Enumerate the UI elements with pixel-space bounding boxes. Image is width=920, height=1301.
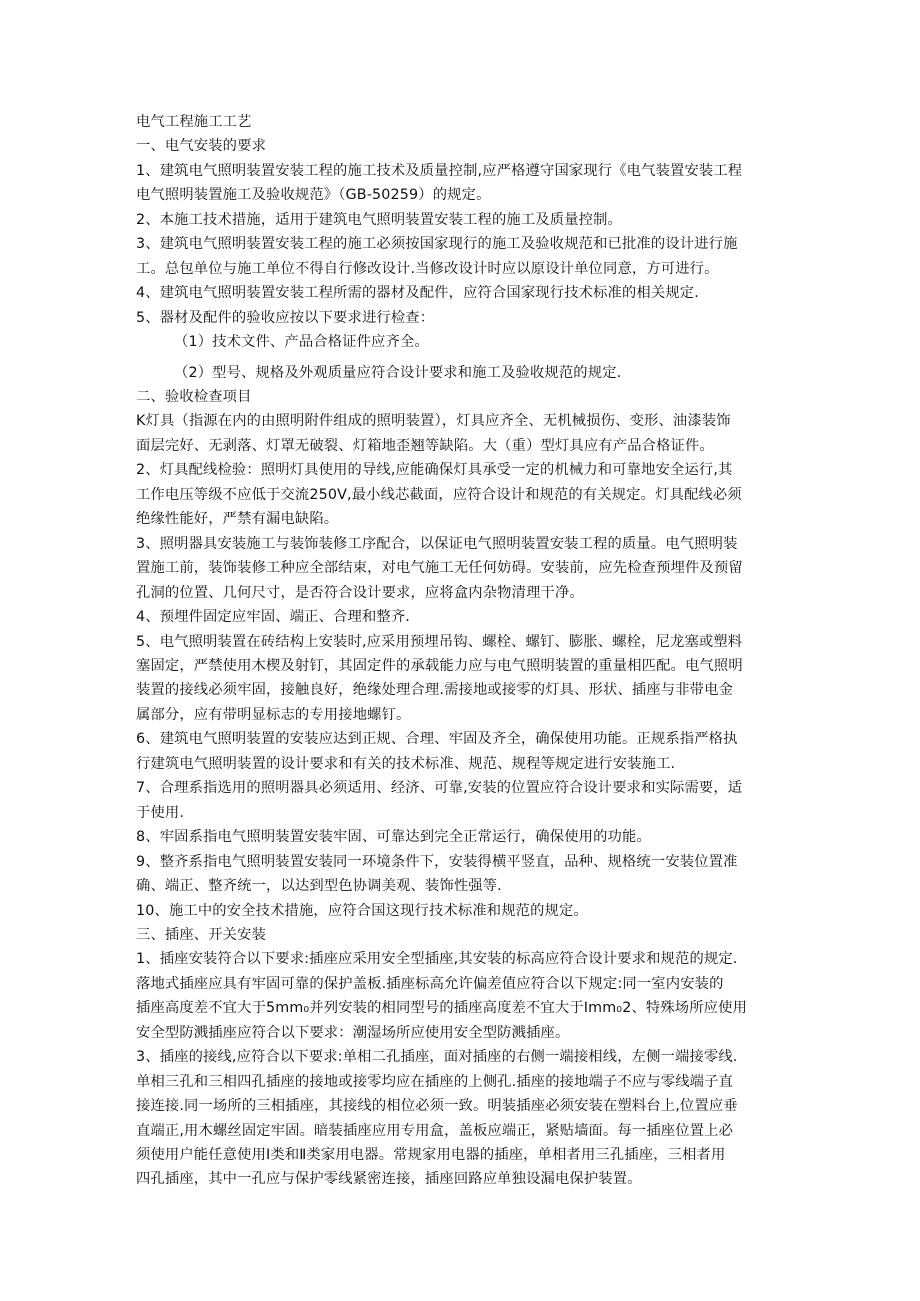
document-body [136,134,790,1191]
text-line: 塞固定，严禁使用木楔及射钉，其固定件的承载能力应与电气照明装置的重量相匹配。电气照明 [136,657,743,674]
text-line: 安全型防溅插座应符合以下要求：潮湿场所应使用安全型防溅插座。 [136,1024,570,1041]
document-page [136,110,790,1192]
text-line: 属部分，应有带明显标志的专用接地螺钉。 [136,706,411,723]
text-line: 4、建筑电气照明装置安装工程所需的器材及配件，应符合国家现行技术标准的相关规定. [136,285,699,302]
text-line: 落地式插座应具有牢固可靠的保护盖板.插座标高允许偏差值应符合以下规定:同一室内安装的 [136,975,724,992]
text-line: 须使用户能任意使用Ⅰ类和Ⅱ类家用电器。常规家用电器的插座，单相者用三孔插座，三相者用 [136,1147,726,1164]
document-title: 电气工程施工工艺 [136,114,252,130]
text-line: 绝缘性能好，严禁有漏电缺陷。 [136,511,339,528]
text-line: 8、牢固系指电气照明装置安装牢固、可靠达到完全正常运行，确保使用的功能。 [136,829,651,846]
text-line: 置施工前，装饰装修工种应全部结束，对电气施工无任何妨碍。安装前，应先检查预埋件及预留 [136,560,743,577]
text-line: 2、本施工技术措施，适用于建筑电气照明装置安装工程的施工及质量控制。 [136,211,622,228]
text-line: K灯具（指源在内的由照明附件组成的照明装置），灯具应齐全、无机械损伤、变形、油漆装饰 [136,413,731,430]
text-line: 确、端正、整齐统一，以达到型色协调美观、装饰性强等. [136,878,502,895]
text-line: 面层完好、无剥落、灯罩无破裂、灯箱地歪翘等缺陷。大（重）型灯具应有产品合格证件。 [136,437,714,454]
text-line: 5、电气照明装置在砖结构上安装时,应采用预埋吊钩、螺栓、螺钉、膨胀、螺栓，尼龙塞或塑料 [136,633,743,650]
text-line: 孔洞的位置、几何尺寸，是否符合设计要求，应将盒内杂物清理干净。 [136,584,584,601]
text-line: 三、插座、开关安装 [136,926,267,943]
text-line: 插座高度差不宜大于5mm₀并列安装的相同型号的插座高度差不宜大于Imm₀2、特殊场所应使用 [136,1000,748,1017]
text-line: 1、插座安装符合以下要求:插座应采用安全型插座,其安装的标高应符合设计要求和规范的规定. [136,951,738,968]
text-line: 行建筑电气照明装置的设计要求和有关的技术标准、规范、规程等规定进行安装施工. [136,755,676,772]
text-line: 5、器材及配件的验收应按以下要求进行检查： [136,309,435,326]
text-line: 于使用. [136,804,185,821]
text-line: 装置的接线必须牢固，接触良好，绝缘处理合理.需接地或接零的灯具、形状、插座与非带电金 [136,682,734,699]
text-line: 10、施工中的安全技术措施，应符合国这现行技术标准和规范的规定。 [136,902,588,919]
text-line: 接连接.同一场所的三相插座，其接线的相位必须一致。明装插座必须安装在塑料台上,位置应垂 [136,1098,738,1115]
text-line: 单相三孔和三相四孔插座的接地或接零均应在插座的上侧孔.插座的接地端子不应与零线端子直 [136,1073,734,1090]
text-line: 9、整齐系指电气照明装置安装同一环境条件下，安装得横平竖直，品种、规格统一安装位置准 [136,853,738,870]
text-line: 6、建筑电气照明装置的安装应达到正规、合理、牢固及齐全，确保使用功能。正规系指严格执 [136,731,738,748]
text-line: 3、插座的接线,应符合以下要求:单相二孔插座，面对插座的右侧一端接相线，左侧一端接零线. [136,1049,738,1066]
text-line: 四孔插座，其中一孔应与保护零线紧密连接，插座回路应单独设漏电保护装置。 [136,1171,642,1188]
text-line: 直端正,用木螺丝固定牢固。暗装插座应用专用盒，盖板应端正，紧贴墙面。每一插座位置上必 [136,1122,734,1139]
text-line: （2）型号、规格及外观质量应符合设计要求和施工及验收规范的规定. [174,364,622,381]
text-line: 2、灯具配线检验：照明灯具使用的导线,应能确保灯具承受一定的机械力和可靠地安全运行,其 [136,462,733,479]
text-line: 4、预埋件固定应牢固、端正、合理和整齐. [136,609,410,626]
text-line: 3、照明器具安装施工与装饰装修工序配合，以保证电气照明装置安装工程的质量。电气照明装 [136,535,738,552]
text-line: 二、验收检查项目 [136,388,252,405]
text-line: 电气照明装置施工及验收规范》（GB-50259）的规定。 [136,187,491,204]
text-line: 工。总包单位与施工单位不得自行修改设计.当修改设计时应以原设计单位同意，方可进行。 [136,260,719,277]
text-line: 7、合理系指选用的照明器具必须适用、经济、可靠,安装的位置应符合设计要求和实际需要，适 [136,780,743,797]
text-line: 3、建筑电气照明装置安装工程的施工必须按国家现行的施工及验收规范和已批准的设计进行施 [136,236,738,253]
text-line: 工作电压等级不应低于交流250V,最小线芯截面，应符合设计和规范的有关规定。灯具配线必须 [136,486,742,503]
text-line: 一、电气安装的要求 [136,138,267,155]
text-line: 1、建筑电气照明装置安装工程的施工技术及质量控制,应严格遵守国家现行《电气装置安装工程 [136,162,743,179]
text-line: （1）技术文件、产品合格证件应齐全。 [174,334,429,351]
